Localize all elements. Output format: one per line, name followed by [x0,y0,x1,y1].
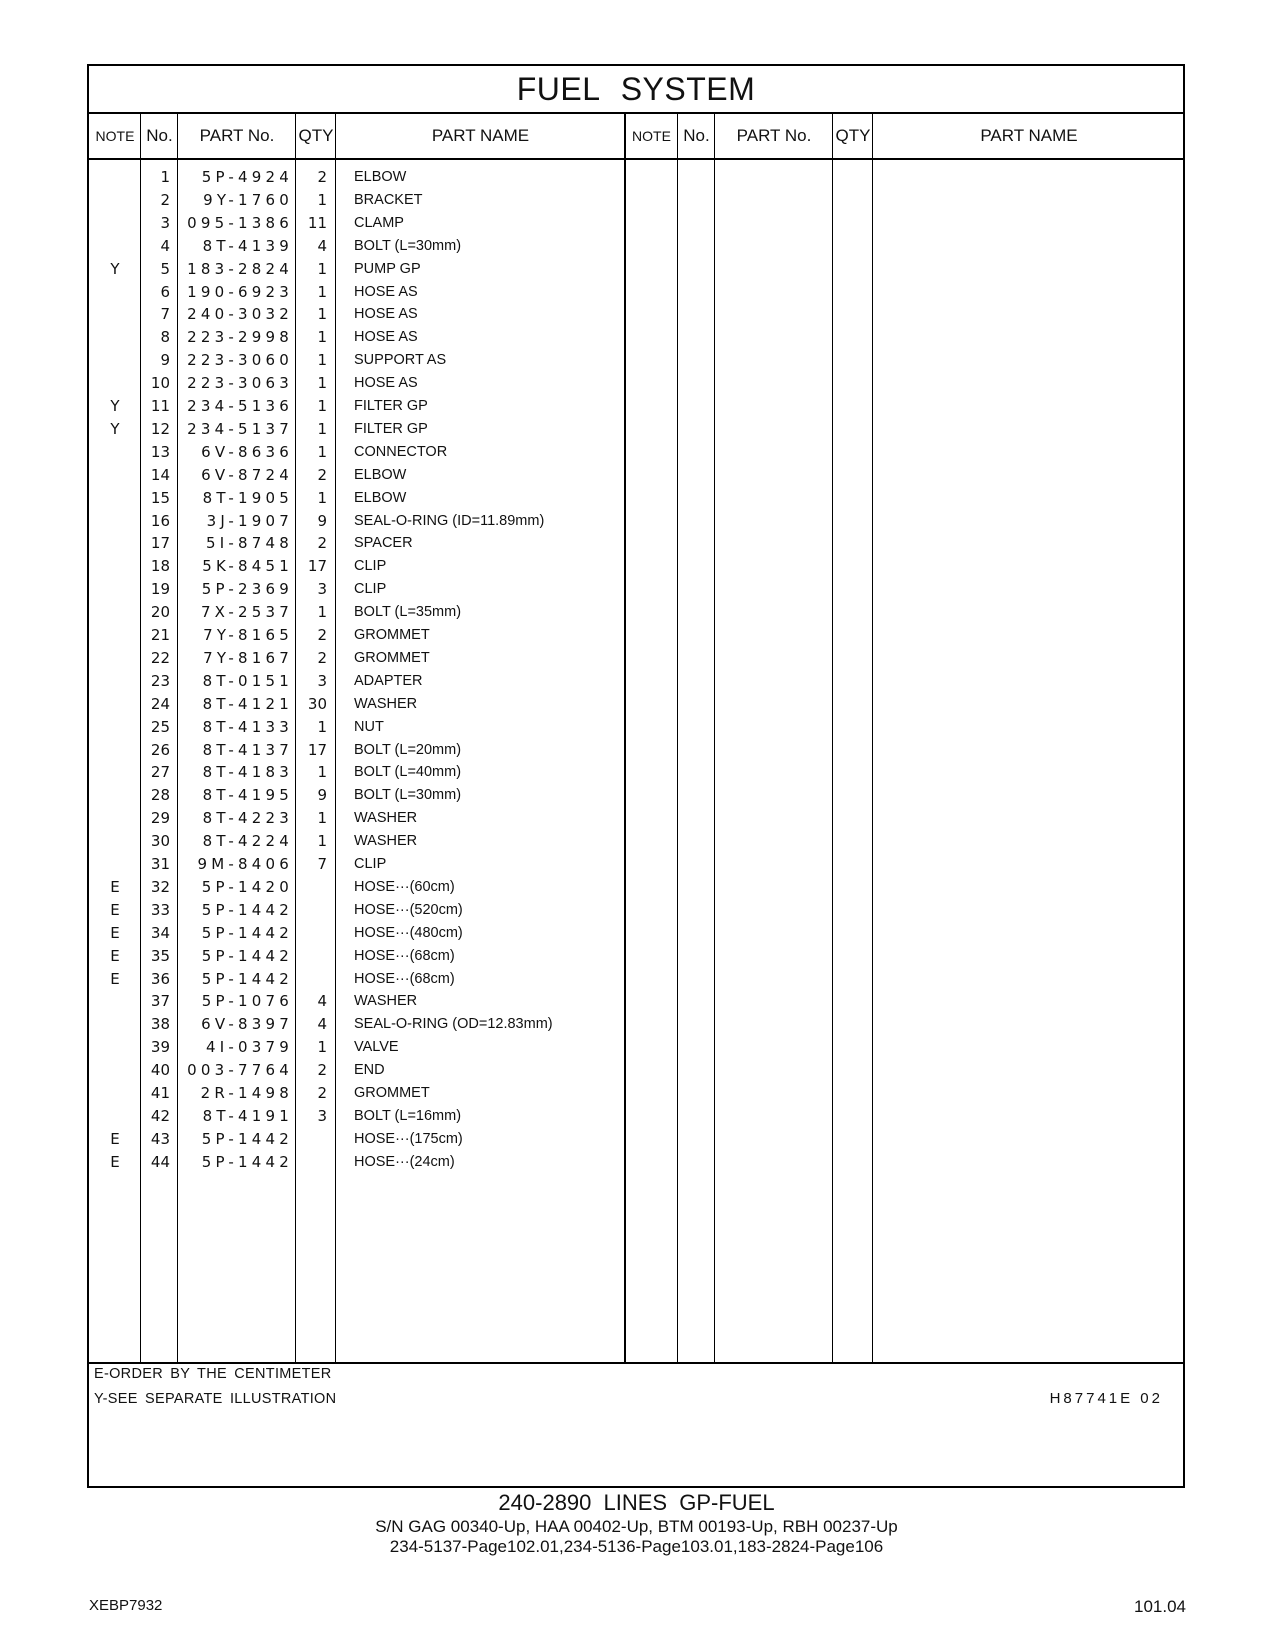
row-number: 10 [150,374,170,393]
row-part-name: HOSE···(24cm) [354,1153,455,1170]
row-qty: 1 [317,809,327,828]
row-part-name: CLIP [354,856,387,872]
row-number: 4 [160,236,170,255]
row-qty: 1 [317,1038,327,1057]
row-part-no: 5P-1442 [201,1152,293,1171]
header-note-2: NOTE [632,128,671,144]
row-qty: 1 [317,603,327,622]
row-part-name: ADAPTER [354,672,423,689]
row-qty: 1 [317,488,327,507]
header-part-no-2: PART No. [736,126,812,145]
row-qty: 2 [317,534,327,553]
row-part-name: SEAL-O-RING (ID=11.89mm) [354,512,545,529]
row-number: 6 [160,282,170,301]
row-number: 8 [160,328,170,347]
row-qty: 3 [317,671,327,690]
row-part-name: ELBOW [354,466,407,483]
row-qty: 1 [317,442,327,461]
row-part-no: 5K-8451 [202,557,293,576]
header-no-2: No. [683,126,710,145]
row-part-name: CLIP [354,581,387,598]
row-part-no: 240-3032 [187,305,293,324]
row-part-name: HOSE AS [354,283,418,300]
row-part-no: 8T-0151 [202,671,293,690]
row-qty: 30 [307,694,327,713]
row-qty: 7 [317,855,327,873]
row-qty: 1 [317,397,327,415]
row-part-name: WASHER [354,695,418,712]
row-number: 39 [150,1038,170,1057]
row-part-no: 8T-4137 [202,740,293,759]
row-part-no: 5P-4924 [201,168,293,186]
row-part-name: CLIP [354,558,387,575]
row-number: 3 [160,213,170,232]
row-qty: 1 [317,259,327,278]
row-number: 2 [160,190,170,209]
row-qty: 1 [317,190,327,209]
row-part-name: WASHER [354,810,418,827]
row-qty: 1 [317,419,327,438]
column-divider [177,112,178,1362]
row-part-name: ELBOW [354,489,407,506]
row-part-no: 003-7764 [187,1061,293,1080]
row-number: 35 [150,946,170,965]
row-part-name: HOSE···(68cm) [354,970,455,987]
column-divider [714,112,715,1362]
row-number: 19 [150,580,170,599]
row-number: 24 [150,694,170,713]
row-part-no: 223-2998 [187,328,293,347]
row-number: 11 [150,397,170,415]
row-qty: 1 [317,328,327,347]
row-part-no: 5I-8748 [206,534,293,553]
row-part-no: 8T-4223 [202,809,293,828]
row-part-no: 6V-8397 [201,1015,293,1034]
row-note: E [110,900,120,919]
row-number: 22 [150,648,170,667]
row-qty: 2 [317,1061,327,1080]
row-part-no: 5P-1420 [201,877,293,896]
row-number: 13 [150,442,170,461]
row-number: 40 [150,1061,170,1080]
note-e-legend: E-ORDER BY THE CENTIMETER [94,1366,332,1382]
row-note: E [110,1152,120,1171]
row-part-no: 5P-1076 [201,992,293,1011]
row-part-name: BRACKET [354,191,423,208]
row-number: 36 [150,969,170,988]
row-number: 1 [160,168,170,186]
row-note: Y [110,259,120,278]
header-part-no: PART No. [199,126,275,145]
row-number: 26 [150,740,170,759]
row-note: E [110,877,120,896]
row-part-name: SPACER [354,535,413,552]
row-number: 43 [150,1129,170,1148]
row-number: 15 [150,488,170,507]
row-qty: 11 [307,213,327,232]
row-number: 32 [150,877,170,896]
header-part-name: PART NAME [431,126,530,145]
note-y-legend: Y-SEE SEPARATE ILLUSTRATION [94,1391,337,1407]
row-qty: 17 [307,557,327,576]
row-qty: 3 [317,1106,327,1125]
row-part-name: SEAL-O-RING (OD=12.83mm) [354,1016,553,1033]
row-part-no: 183-2824 [187,259,293,278]
page-title: FUEL SYSTEM [516,71,756,107]
row-part-no: 190-6923 [187,282,293,301]
row-number: 34 [150,923,170,942]
row-part-name: GROMMET [354,649,430,666]
row-part-no: 6V-8724 [201,465,293,484]
row-part-no: 5P-1442 [201,1129,293,1148]
row-part-name: HOSE···(60cm) [354,878,455,895]
row-part-name: HOSE AS [354,375,418,392]
row-number: 7 [160,305,170,324]
row-note: E [110,946,120,965]
row-part-name: HOSE AS [354,306,418,323]
row-note: Y [110,419,120,438]
row-part-no: 8T-4224 [202,832,293,851]
row-qty: 9 [317,786,327,805]
group-title: 240-2890 LINES GP-FUEL [498,1490,775,1515]
row-qty: 1 [317,282,327,301]
header-part-name-2: PART NAME [980,126,1078,145]
row-part-name: PUMP GP [354,260,421,277]
row-part-no: 3J-1907 [206,511,293,530]
row-qty: 4 [317,236,327,255]
row-part-no: 9M-8406 [197,855,293,873]
row-qty: 1 [317,832,327,851]
row-number: 30 [150,832,170,851]
row-part-no: 5P-1442 [201,969,293,988]
row-qty: 3 [317,580,327,599]
row-number: 41 [150,1084,170,1102]
row-part-name: VALVE [354,1039,399,1056]
row-number: 44 [150,1152,170,1171]
row-number: 18 [150,557,170,576]
row-part-name: BOLT (L=20mm) [354,741,462,758]
row-part-no: 234-5136 [187,397,293,415]
row-part-no: 095-1386 [187,213,293,232]
row-part-name: BOLT (L=40mm) [354,764,462,781]
row-qty: 2 [317,465,327,484]
document-id: XEBP7932 [89,1597,163,1614]
row-number: 12 [150,419,170,438]
illustration-code: H87741E 02 [1049,1390,1163,1407]
header-qty-2: QTY [835,126,871,145]
row-part-name: ELBOW [354,169,407,185]
page-references: 234-5137-Page102.01,234-5136-Page103.01,183-2824-Page106 [389,1537,884,1556]
row-number: 14 [150,465,170,484]
row-number: 38 [150,1015,170,1034]
row-note: E [110,1129,120,1148]
row-part-no: 7Y-8165 [203,626,293,644]
row-qty: 2 [317,626,327,644]
row-qty: 2 [317,648,327,667]
header-no: No. [146,126,173,145]
row-part-no: 5P-1442 [201,946,293,965]
row-part-name: WASHER [354,993,418,1010]
row-part-name: BOLT (L=16mm) [354,1107,462,1124]
row-qty: 2 [317,1084,327,1102]
row-part-no: 8T-4121 [202,694,293,713]
row-part-name: BOLT (L=35mm) [354,604,462,621]
row-part-no: 2R-1498 [200,1084,293,1102]
parts-table-frame [87,64,1185,1488]
row-number: 17 [150,534,170,553]
header-qty: QTY [298,126,334,145]
row-part-no: 8T-4195 [202,786,293,805]
row-number: 20 [150,603,170,622]
column-divider [295,112,296,1362]
row-number: 29 [150,809,170,828]
header-note: NOTE [95,128,135,144]
row-qty: 1 [317,305,327,324]
row-qty: 1 [317,717,327,736]
row-qty: 4 [317,992,327,1011]
row-note: E [110,969,120,988]
row-part-no: 8T-4133 [202,717,293,736]
row-part-no: 7Y-8167 [203,648,293,667]
row-part-name: CONNECTOR [354,443,448,460]
row-part-no: 8T-4183 [202,763,293,782]
row-part-name: GROMMET [354,627,430,643]
column-divider [872,112,873,1362]
row-qty: 1 [317,351,327,370]
row-number: 21 [150,626,170,644]
row-part-name: CLAMP [354,214,404,231]
row-part-no: 5P-1442 [201,900,293,919]
row-part-no: 5P-1442 [201,923,293,942]
row-part-no: 4I-0379 [206,1038,293,1057]
row-qty: 9 [317,511,327,530]
row-number: 28 [150,786,170,805]
row-part-name: NUT [354,718,384,735]
row-part-no: 5P-2369 [201,580,293,599]
row-number: 42 [150,1106,170,1125]
row-qty: 1 [317,374,327,393]
row-number: 5 [160,259,170,278]
row-number: 33 [150,900,170,919]
row-part-no: 8T-1905 [202,488,293,507]
serial-numbers: S/N GAG 00340-Up, HAA 00402-Up, BTM 00193-Up, RBH 00237-Up [375,1517,898,1536]
row-number: 27 [150,763,170,782]
row-part-name: HOSE···(520cm) [354,901,463,918]
row-part-name: HOSE···(480cm) [354,924,463,941]
row-qty: 4 [317,1015,327,1034]
row-part-name: FILTER GP [354,398,428,414]
row-part-no: 7X-2537 [200,603,293,622]
row-part-name: BOLT (L=30mm) [354,237,462,254]
row-part-name: HOSE···(68cm) [354,947,455,964]
row-part-name: FILTER GP [354,420,428,437]
row-qty: 17 [307,740,327,759]
row-part-name: GROMMET [354,1085,430,1101]
row-part-name: BOLT (L=30mm) [354,787,462,804]
row-part-name: END [354,1062,385,1079]
row-part-name: WASHER [354,833,418,850]
row-part-name: HOSE···(175cm) [354,1130,463,1147]
row-part-no: 8T-4139 [202,236,293,255]
row-number: 23 [150,671,170,690]
notes-divider [89,1362,1183,1364]
row-qty: 2 [317,168,327,186]
row-number: 9 [160,351,170,370]
column-divider [832,112,833,1362]
row-part-no: 223-3060 [187,351,293,370]
row-number: 31 [150,855,170,873]
row-note: Y [110,397,120,415]
row-number: 25 [150,717,170,736]
row-part-name: HOSE AS [354,329,418,346]
row-part-name: SUPPORT AS [354,352,447,369]
row-part-no: 223-3063 [187,374,293,393]
row-number: 16 [150,511,170,530]
row-part-no: 234-5137 [187,419,293,438]
column-divider [335,112,336,1362]
row-part-no: 6V-8636 [201,442,293,461]
row-note: E [110,923,120,942]
row-number: 37 [150,992,170,1011]
row-part-no: 8T-4191 [202,1106,293,1125]
page-number: 101.04 [1134,1597,1186,1616]
row-part-no: 9Y-1760 [203,190,293,209]
row-qty: 1 [317,763,327,782]
